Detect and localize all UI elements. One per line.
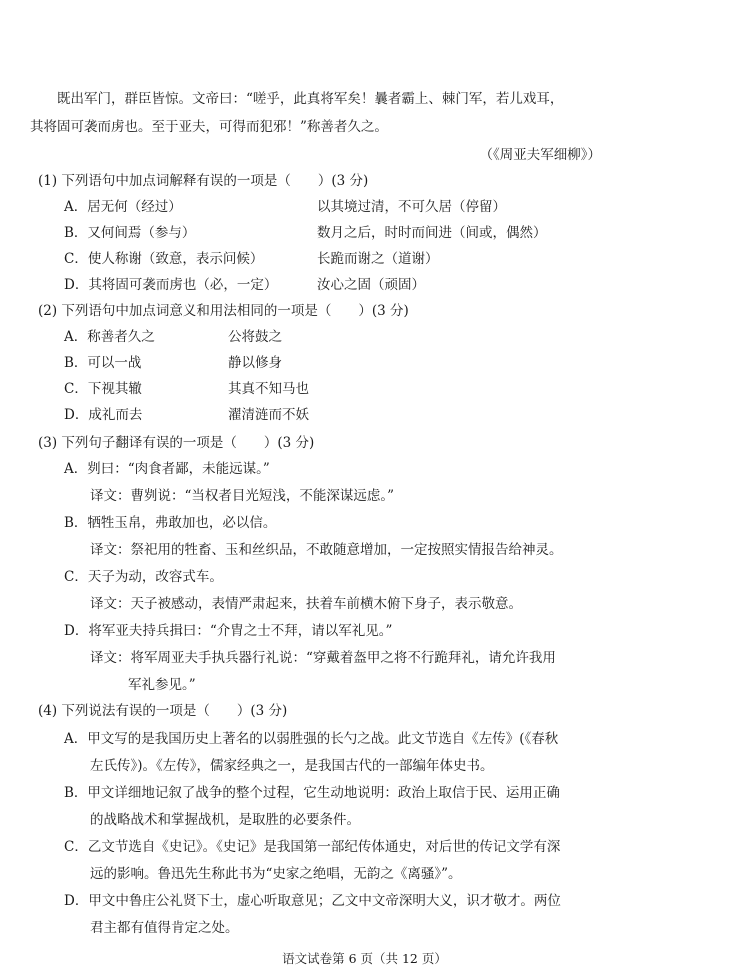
page-footer: 语文试卷第 6 页（共 12 页） xyxy=(282,951,447,966)
q2-option-a-left: A．称善者久之 xyxy=(64,329,155,345)
q3-option-c-translation: 译文：天子被感动，表情严肃起来，扶着车前横木俯下身子，表示敬意。 xyxy=(90,596,522,612)
q4-option-a-line-1: A．甲文写的是我国历史上著名的以弱胜强的长勺之战。此文节选自《左传》(《春秋 xyxy=(64,731,559,747)
question-3-stem: (3) 下列句子翻译有误的一项是（ ）(3 分) xyxy=(38,435,315,451)
q1-option-b-left: B．又何间焉（参与） xyxy=(64,225,196,241)
q3-option-a-translation: 译文：曹刿说：“当权者目光短浅，不能深谋远虑。” xyxy=(90,488,395,504)
q2-option-b-left: B．可以一战 xyxy=(64,355,142,371)
q3-option-d-translation-2: 军礼参见。” xyxy=(128,677,196,693)
q1-option-c-left: C．使人称谢（致意，表示问候） xyxy=(64,251,264,267)
q4-option-d-line-1: D．甲文中鲁庄公礼贤下士，虚心听取意见；乙文中文帝深明大义，识才敬才。两位 xyxy=(64,893,561,909)
q1-option-a-right: 以其境过清，不可久居（停留） xyxy=(317,199,506,215)
q4-option-b-line-2: 的战略战术和掌握战机，是取胜的必要条件。 xyxy=(90,812,360,828)
question-1-stem: (1) 下列语句中加点词解释有误的一项是（ ）(3 分) xyxy=(38,173,369,189)
q2-option-b-right: 静以修身 xyxy=(228,355,282,371)
question-2-stem: (2) 下列语句中加点词意义和用法相同的一项是（ ）(3 分) xyxy=(38,303,409,319)
q1-option-c-right: 长跪而谢之（道谢） xyxy=(317,251,439,267)
q3-option-a: A．刿曰：“肉食者鄙，未能远谋。” xyxy=(64,461,270,477)
q1-option-b-right: 数月之后，时时而间进（间或，偶然） xyxy=(317,225,547,241)
passage-line-1: 既出军门，群臣皆惊。文帝曰：“嗟乎，此真将军矣！曩者霸上、棘门军，若儿戏耳， xyxy=(57,91,564,107)
q3-option-d-translation-1: 译文：将军周亚夫手执兵器行礼说：“穿戴着盔甲之将不行跪拜礼，请允许我用 xyxy=(90,650,556,666)
passage-source: （《周亚夫军细柳》） xyxy=(479,147,601,163)
q4-option-a-line-2: 左氏传》)。《左传》，儒家经典之一，是我国古代的一部编年体史书。 xyxy=(90,758,494,774)
q1-option-d-left: D．其将固可袭而虏也（必，一定） xyxy=(64,277,278,293)
q3-option-b-translation: 译文：祭祀用的牲畜、玉和丝织品，不敢随意增加，一定按照实情报告给神灵。 xyxy=(90,542,563,558)
q1-option-d-right: 汝心之固（顽固） xyxy=(317,277,425,293)
q2-option-d-right: 濯清涟而不妖 xyxy=(228,407,309,423)
q2-option-d-left: D．成礼而去 xyxy=(64,407,143,423)
passage-line-2: 其将固可袭而虏也。至于亚夫，可得而犯邪！”称善者久之。 xyxy=(30,119,388,135)
question-4-stem: (4) 下列说法有误的一项是（ ）(3 分) xyxy=(38,703,288,719)
q2-option-c-right: 其真不知马也 xyxy=(228,381,309,397)
q3-option-d: D．将军亚夫持兵揖曰：“介胄之士不拜，请以军礼见。” xyxy=(64,623,393,639)
q4-option-d-line-2: 君主都有值得肯定之处。 xyxy=(90,920,239,936)
q2-option-c-left: C．下视其辙 xyxy=(64,381,142,397)
q4-option-b-line-1: B．甲文详细地记叙了战争的整个过程，它生动地说明：政治上取信于民、运用正确 xyxy=(64,785,560,801)
q4-option-c-line-2: 远的影响。鲁迅先生称此书为“史家之绝唱，无韵之《离骚》”。 xyxy=(90,866,462,882)
q2-option-a-right: 公将鼓之 xyxy=(228,329,282,345)
q3-option-c: C．天子为动，改容式车。 xyxy=(64,569,223,585)
q4-option-c-line-1: C．乙文节选自《史记》。《史记》是我国第一部纪传体通史，对后世的传记文学有深 xyxy=(64,839,561,855)
q3-option-b: B．牺牲玉帛，弗敢加也，必以信。 xyxy=(64,515,277,531)
q1-option-a-left: A．居无何（经过） xyxy=(64,199,182,215)
